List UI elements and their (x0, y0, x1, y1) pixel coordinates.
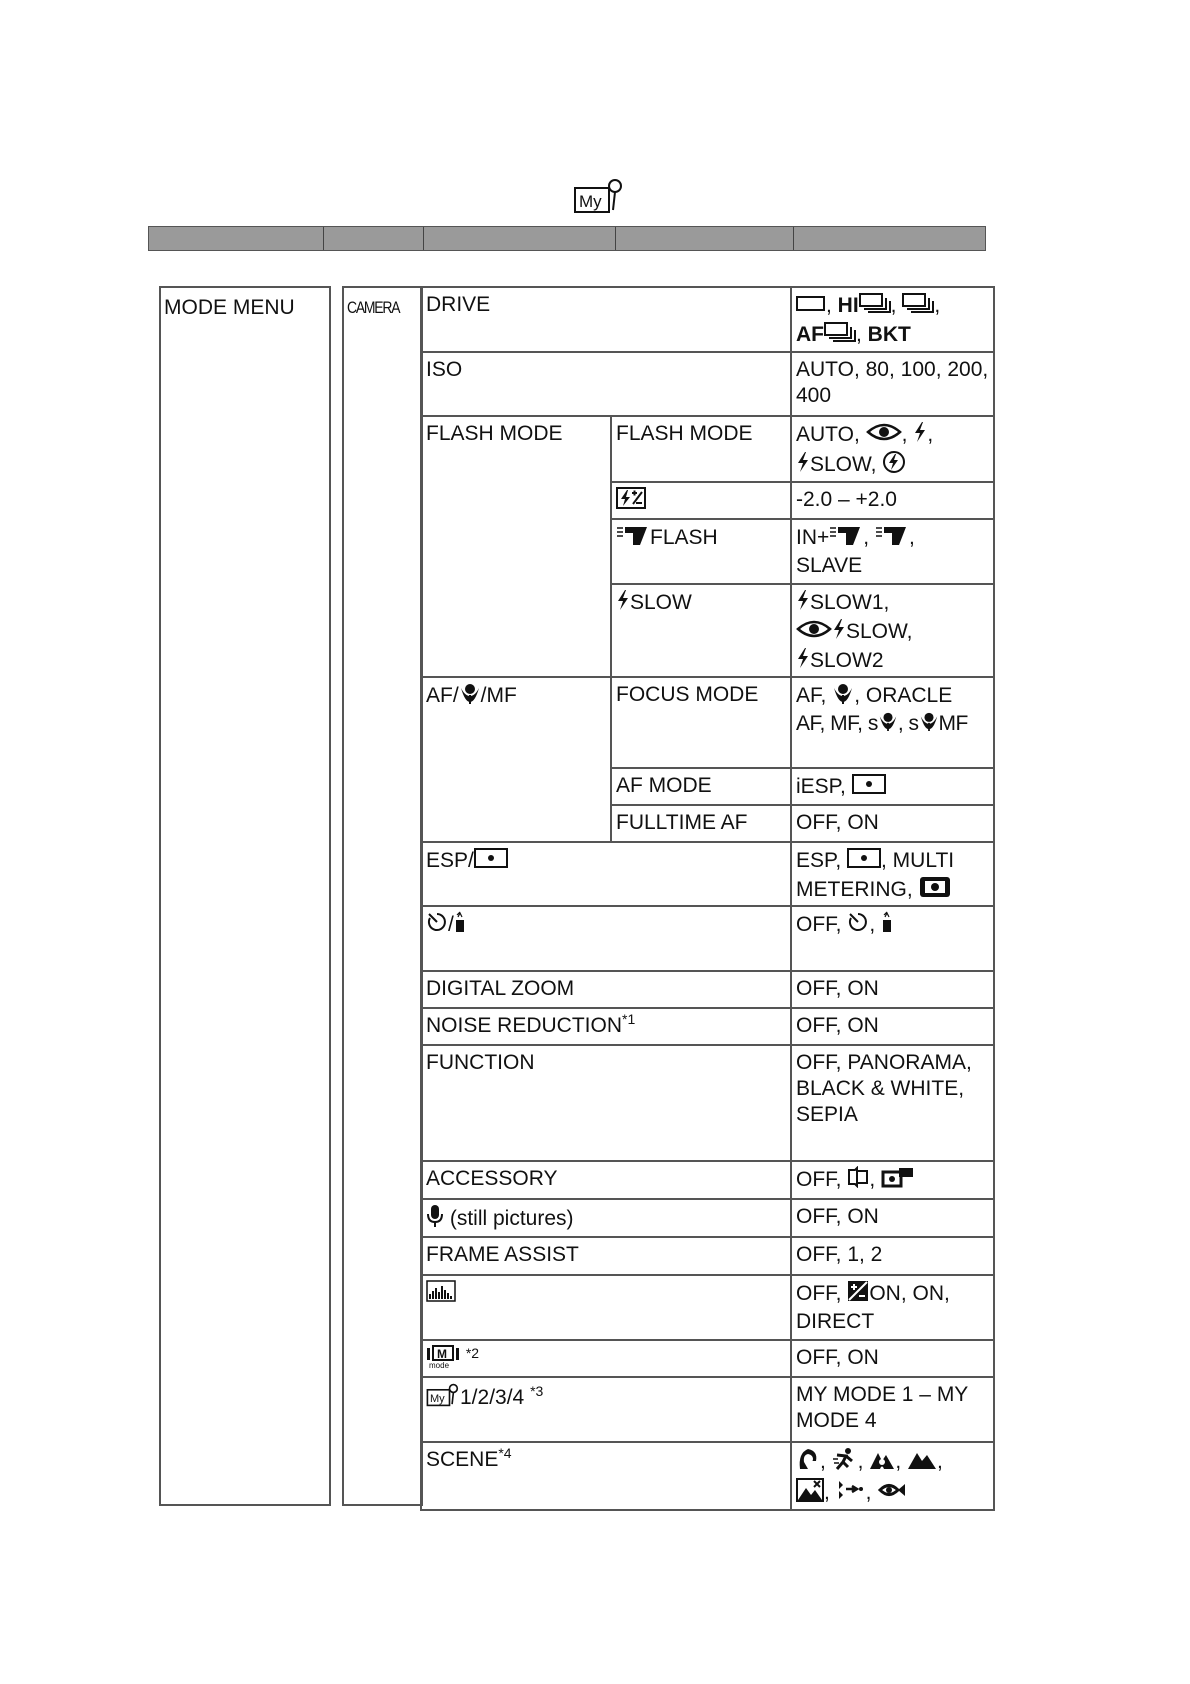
accessory-off: OFF, (796, 1168, 842, 1192)
flash-icon (796, 451, 810, 480)
slow-values (791, 584, 994, 677)
table-row (421, 971, 994, 1008)
scene-values: , , , , , , (791, 1442, 994, 1510)
mode-menu-label: MODE MENU (164, 296, 295, 319)
focus-mf: MF (938, 712, 968, 736)
histogram-direct: DIRECT (796, 1310, 875, 1333)
external-flash-icon (616, 524, 650, 553)
focus-mode-label: FOCUS MODE (611, 677, 791, 768)
my-mode-label (421, 1377, 791, 1442)
single-frame-icon (796, 293, 826, 320)
macro-icon (459, 682, 481, 711)
esp-c: METERING, (796, 878, 913, 902)
iso-values: AUTO, 80, 100, 200, 400 (791, 352, 994, 416)
flash-comp-values: -2.0 – +2.0 (791, 482, 994, 519)
flash-icon (832, 618, 846, 647)
table-row (421, 1442, 994, 1510)
af-mf-label-b: /MF (480, 684, 517, 708)
fish-icon (877, 1479, 907, 1508)
slow-label (611, 584, 791, 677)
flash-mode-values: AUTO, , , SLOW, (791, 416, 994, 482)
flash-mode-sub-label: FLASH MODE (611, 416, 791, 482)
histogram-icon (426, 1280, 456, 1309)
flash-icon (913, 421, 927, 450)
ext-flash-in: IN+ (796, 526, 830, 550)
self-timer-values: OFF, , (791, 906, 994, 971)
table-row (421, 1237, 994, 1275)
focus-mode-values: AF, , ORACLE AF, MF, s , s MF (791, 677, 994, 768)
esp-b: , MULTI (881, 849, 955, 873)
flash-off-icon (882, 450, 906, 481)
flash-icon (796, 589, 810, 618)
sports-icon (832, 1447, 858, 1478)
camera-column (342, 286, 423, 1506)
af-mf-label (421, 677, 611, 842)
sequential-icon (824, 321, 856, 350)
mode-menu-column (159, 286, 331, 1506)
exposure-comp-icon (847, 1280, 869, 1309)
super-macro-icon (919, 711, 939, 738)
af-mode-label: AF MODE (611, 768, 791, 805)
flash-comp-label (611, 482, 791, 519)
table-row (421, 1340, 994, 1377)
esp-label-text: ESP/ (426, 849, 474, 873)
portrait-icon (796, 1447, 820, 1478)
table-row (421, 1008, 994, 1045)
svg-text:M: M (437, 1347, 447, 1361)
digital-zoom-values: OFF, ON (791, 971, 994, 1008)
external-flash-icon (875, 524, 909, 553)
flash-slow: SLOW, (810, 453, 877, 477)
my-mode-values: MY MODE 1 – MY MODE 4 (791, 1377, 994, 1442)
remote-icon (881, 911, 893, 940)
header-bar (148, 226, 986, 251)
my-mode-note: *3 (530, 1383, 544, 1400)
noise-reduction-text: NOISE REDUCTION (426, 1014, 623, 1037)
esp-label (421, 842, 791, 906)
slow-text: SLOW (630, 591, 692, 615)
spot-icon (847, 847, 881, 876)
table-row (421, 842, 994, 906)
mode-dial-icon (426, 1345, 460, 1376)
focus-s2: s (908, 712, 919, 736)
svg-text:My: My (579, 192, 602, 211)
accessory-label: ACCESSORY (421, 1161, 791, 1199)
sound-label (421, 1199, 791, 1237)
flash-icon (796, 647, 810, 676)
flash-mode-label: FLASH MODE (421, 416, 611, 677)
esp-a: ESP, (796, 849, 842, 873)
slow-1: SLOW1, (810, 591, 890, 615)
ext-flash-slave: SLAVE (796, 554, 863, 577)
histogram-off: OFF, (796, 1282, 842, 1306)
table-row (421, 416, 994, 482)
red-eye-icon (866, 422, 902, 449)
night-scene-icon (796, 1478, 824, 1509)
flash-auto: AUTO, (796, 423, 860, 447)
table-row (421, 287, 994, 352)
menu-table (420, 286, 995, 1511)
self-timer-sep: / (448, 913, 454, 937)
spot-icon (852, 773, 886, 802)
landscape-portrait-icon (869, 1447, 895, 1478)
table-row (421, 1275, 994, 1340)
my-mode-icon (426, 1382, 460, 1415)
sound-values: OFF, ON (791, 1199, 994, 1237)
flash-icon (616, 589, 630, 618)
self-timer-off: OFF, (796, 913, 842, 937)
multi-metering-icon (919, 876, 951, 905)
super-macro-icon (878, 711, 898, 738)
sequential-icon (902, 292, 934, 321)
slow-2: SLOW2 (810, 649, 884, 673)
scene-text: SCENE (426, 1448, 499, 1471)
table-row (421, 1377, 994, 1442)
histogram-label (421, 1275, 791, 1340)
converter-lens-icon (847, 1166, 869, 1195)
svg-text:mode: mode (429, 1361, 450, 1369)
drive-af: AF (796, 323, 824, 347)
histogram-on: ON, ON, (869, 1282, 950, 1306)
histogram-values (791, 1275, 994, 1340)
table-row (421, 1045, 994, 1161)
landscape-icon (907, 1447, 937, 1478)
fulltime-af-label: FULLTIME AF (611, 805, 791, 842)
mode-dial-label (421, 1340, 791, 1377)
ext-flash-values: IN+ , , SLAVE (791, 519, 994, 584)
focus-oracle: , ORACLE (854, 684, 953, 708)
camera-label: CAMERA (347, 298, 400, 317)
slow-redeye: SLOW, (846, 620, 913, 644)
drive-bkt: BKT (867, 323, 911, 347)
mode-dial-note: *2 (465, 1345, 480, 1362)
drive-label: DRIVE (421, 287, 791, 352)
self-timer-icon (847, 911, 869, 940)
sequential-icon (859, 292, 891, 321)
self-timer-icon (426, 911, 448, 940)
flash-compensation-icon (616, 487, 646, 516)
digital-zoom-label: DIGITAL ZOOM (421, 971, 791, 1008)
table-row (421, 906, 994, 971)
external-flash-icon (829, 524, 863, 553)
scene-label (421, 1442, 791, 1510)
drive-hi: HI (837, 294, 859, 318)
table-row (421, 1199, 994, 1237)
spot-icon (474, 847, 508, 876)
svg-text:My: My (430, 1393, 445, 1406)
table-row (421, 677, 994, 768)
noise-reduction-label (421, 1008, 791, 1045)
af-mf-label-a: AF/ (426, 684, 459, 708)
mode-dial-values: OFF, ON (791, 1340, 994, 1377)
table-row (421, 352, 994, 416)
frame-assist-label: FRAME ASSIST (421, 1237, 791, 1275)
focus-af-mf: AF, MF, (796, 712, 863, 736)
function-values: OFF, PANORAMA, BLACK & WHITE, SEPIA (791, 1045, 994, 1161)
self-portrait-icon (836, 1479, 866, 1508)
self-timer-label (421, 906, 791, 971)
focus-af: AF, (796, 684, 827, 708)
noise-reduction-note: *1 (622, 1011, 636, 1027)
table-row (421, 1161, 994, 1199)
remote-icon (454, 911, 466, 940)
fulltime-af-values: OFF, ON (791, 805, 994, 842)
my-mode-icon (573, 176, 625, 216)
scene-note: *4 (498, 1445, 512, 1461)
accessory-values: OFF, , (791, 1161, 994, 1199)
ext-flash-text: FLASH (650, 526, 718, 550)
microphone-icon (426, 1204, 444, 1235)
af-mode-iesp: iESP, (796, 775, 846, 799)
iso-label: ISO (421, 352, 791, 416)
af-mode-values (791, 768, 994, 805)
drive-values: , HI , , AF , BKT (791, 287, 994, 352)
frame-assist-values: OFF, 1, 2 (791, 1237, 994, 1275)
ext-flash-label (611, 519, 791, 584)
macro-icon (832, 682, 854, 711)
my-mode-text: 1/2/3/4 (460, 1386, 525, 1410)
function-label: FUNCTION (421, 1045, 791, 1161)
sound-text: (still pictures) (449, 1207, 574, 1231)
focus-s1: s (867, 712, 878, 736)
noise-reduction-values: OFF, ON (791, 1008, 994, 1045)
red-eye-icon (796, 619, 832, 646)
esp-values (791, 842, 994, 906)
underwater-housing-icon (881, 1166, 915, 1195)
